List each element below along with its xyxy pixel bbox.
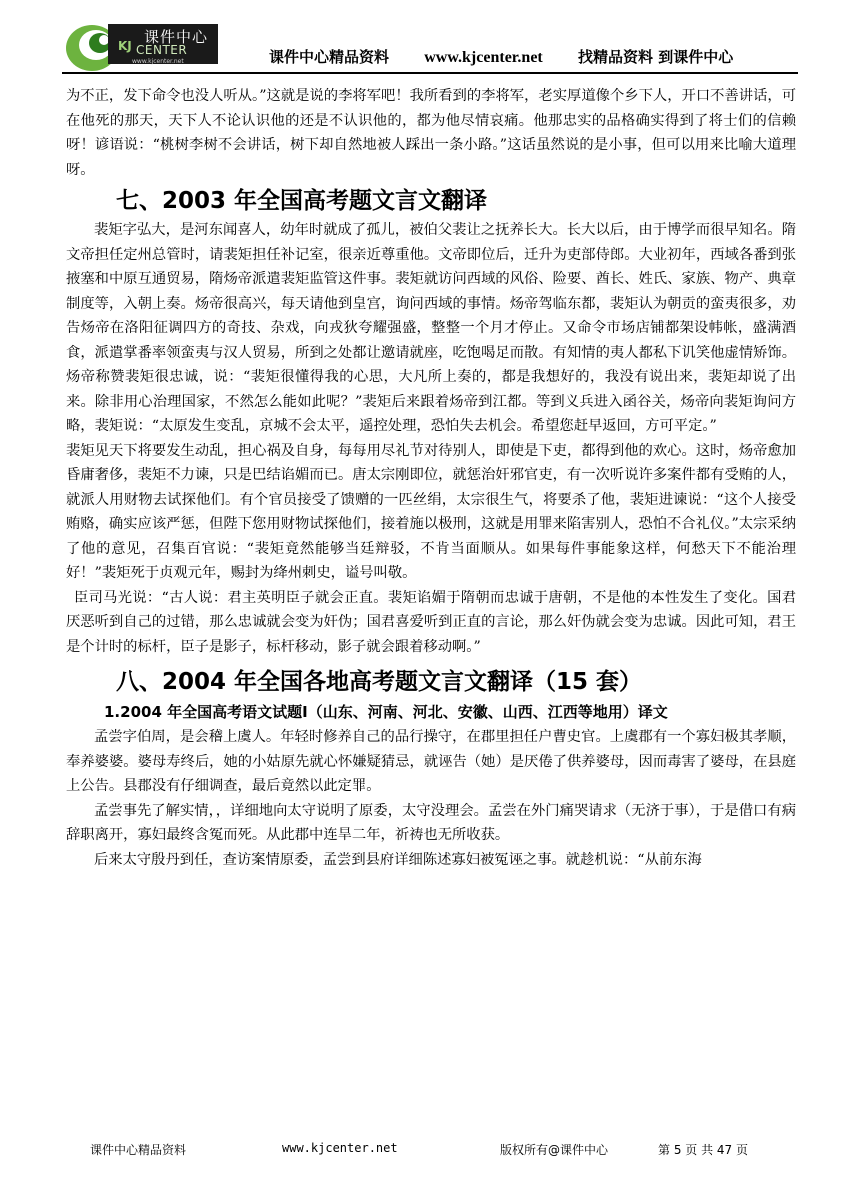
paragraph-sima-guang: 臣司马光说：“古人说：君主英明臣子就会正直。裴矩谄媚于隋朝而忠诚于唐朝，不是他的本性发生了变化。国君厌恶听到自己的过错，那么忠诚就会变为奸伪；国君喜爱听到正直的言论，那么奸伪就会变为忠诚。因此可知，君王是个计时的标杆，臣子是影子，标杆移动，影子就会跟着移动啊。” xyxy=(66,589,796,655)
header-divider xyxy=(62,72,798,74)
logo-chinese-name: 课件中心 xyxy=(144,28,209,46)
page-header xyxy=(62,18,798,74)
footer-url[interactable]: www.kjcenter.net xyxy=(282,1141,398,1155)
document-body xyxy=(66,84,796,872)
subsection-heading-1: 1.2004 年全国高考语文试题Ⅰ（山东、河南、河北、安徽、山西、江西等地用）译文 xyxy=(104,703,668,721)
paragraph-meng-chang-3: 后来太守殷丹到任，查访案情原委，孟尝到县府详细陈述寡妇被冤诬之事。就趁机说：“从前东海 xyxy=(94,851,702,868)
logo-center-text: CENTER xyxy=(136,43,188,57)
paragraph-meng-chang-2: 孟尝事先了解实情，，详细地向太守说明了原委，太守没理会。孟尝在外门痛哭请求（无济于事），于是借口有病辞职离开，寡妇最终含冤而死。从此郡中连旱二年，祈祷也无所收获。 xyxy=(66,802,796,843)
footer-copyright: 版权所有@课件中心 xyxy=(500,1143,609,1157)
paragraph-continuation: 为不正，发下命令也没人听从。”这就是说的李将军吧！我所看到的李将军，老实厚道像个乡下人，开口不善讲话，可在他死的那天，天下人不论认识他的还是不认识他的，都为他尽情哀痛。他那忠实的品格确实得到了将士们的信赖呀！谚语说：“桃树李树不会讲话，树下却自然地被人踩出一条小路。”这话虽然说的是小事，但可以用来比喻大道理呀。 xyxy=(66,88,796,178)
header-title: 课件中心精品资料 xyxy=(269,48,390,66)
paragraph-pei-ju-1: 裴矩字弘大，是河东闻喜人，幼年时就成了孤儿，被伯父裴让之抚养长大。长大以后，由于博学而很早知名。隋文帝担任定州总管时，请裴矩担任补记室，很亲近尊重他。文帝即位后，迁升为吏部侍郎。大业初年，西域各番到张掖塞和中原互通贸易，隋炀帝派遣裴矩监管这件事。裴矩就访问西域的风俗、险要、酋长、姓氏、家族、物产、典章制度等，入朝上奏。炀帝很高兴，每天请他到皇宫，询问西域的事情。炀帝驾临东都，裴矩认为朝贡的蛮夷很多，劝告炀帝在洛阳征调四方的奇技、杂戏，向戎狄夸耀强盛，整整一个月才停止。又命令市场店铺都架设帏帐，盛满酒食，派遣掌番率领蛮夷与汉人贸易，所到之处都让邀请就座，吃饱喝足而散。有知情的夷人都私下讥笑他虚情矫饰。炀帝称赞裴矩很忠诚，说：“裴矩很懂得我的心思，大凡所上奏的，都是我想好的，我没有说出来，裴矩却说了出来。除非用心治理国家，不然怎么能如此呢？”裴矩后来跟着炀帝到江都。等到义兵进入函谷关，炀帝向裴矩询问方略，裴矩说：“太原发生变乱，京城不会太平，遥控处理，恐怕失去机会。希望您赶早返回，方可平定。” xyxy=(66,222,796,434)
logo-url: www.kjcenter.net xyxy=(132,58,184,65)
header-url[interactable]: www.kjcenter.net xyxy=(424,49,543,66)
paragraph-pei-ju-2: 裴矩见天下将要发生动乱，担心祸及自身，每每用尽礼节对待别人，即使是下吏，都得到他的欢心。这时，炀帝愈加昏庸奢侈，裴矩不力谏，只是巴结谄媚而已。唐太宗刚即位，就惩治奸邪官吏，有一次听说许多案件都有受贿的人，就派人用财物去试探他们。有个官员接受了馈赠的一匹丝绢，太宗很生气，将要杀了他，裴矩进谏说：“这个人接受贿赂，确实应该严惩，但陛下您用财物试探他们，接着施以极刑，这就是用罪来陷害别人，恐怕不合礼仪。”太宗采纳了他的意见，召集百官说：“裴矩竟然能够当廷辩驳，不肯当面顺从。如果每件事能象这样，何愁天下不能治理好！”裴矩死于贞观元年，赐封为绛州刺史，谥号叫敬。 xyxy=(66,442,796,581)
footer-site-name: 课件中心精品资料 xyxy=(90,1143,187,1157)
kjcenter-logo xyxy=(62,18,222,72)
header-slogan: 找精品资料 到课件中心 xyxy=(577,48,734,66)
logo-kj-text: KJ xyxy=(118,39,132,53)
section-heading-eight: 八、2004 年全国各地高考题文言文翻译（15 套） xyxy=(116,669,643,695)
header-tagline xyxy=(269,46,763,67)
paragraph-meng-chang-1: 孟尝字伯周，是会稽上虞人。年轻时修养自己的品行操守，在郡里担任户曹史官。上虞郡有一个寡妇极其孝顺，奉养婆婆。婆母寿终后，她的小姑原先就心怀嫌疑猜忌，就诬告（她）是厌倦了供养婆母，因而毒害了婆母，在县庭上公告。县郡没有仔细调查，最后竟然以此定罪。 xyxy=(66,729,796,794)
section-heading-seven: 七、2003 年全国高考题文言文翻译 xyxy=(116,188,488,214)
footer-page-number: 第 5 页 共 47 页 xyxy=(658,1143,748,1157)
